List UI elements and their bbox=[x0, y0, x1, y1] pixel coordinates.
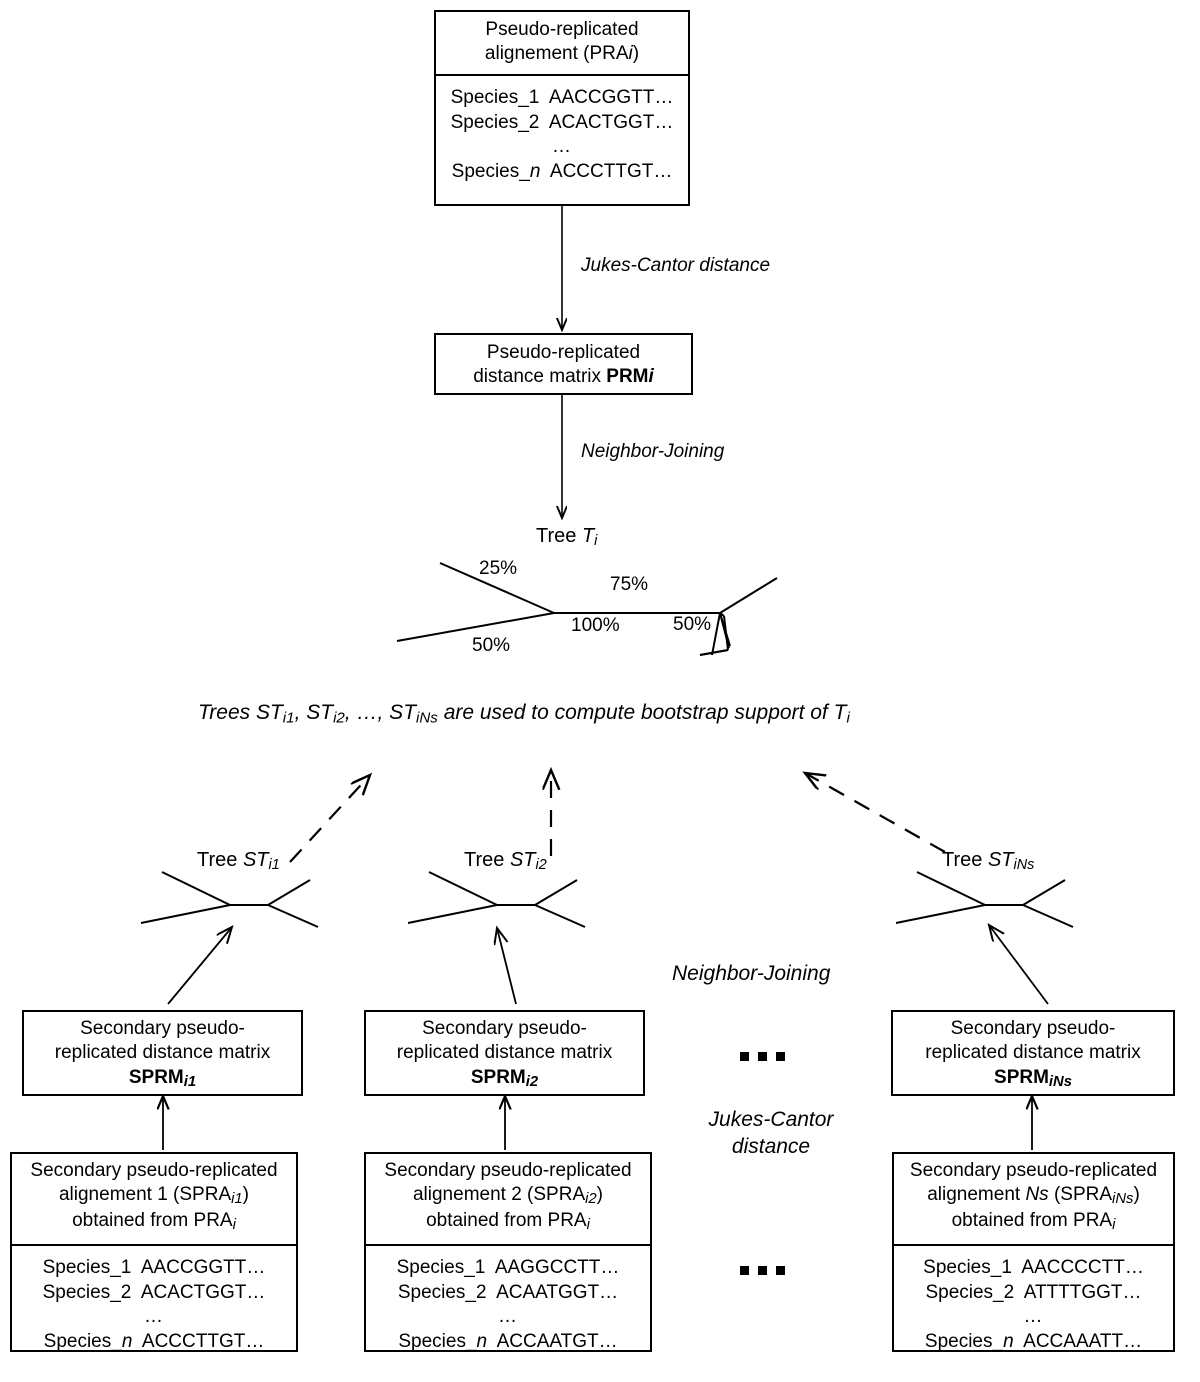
tree-st-i2-title-italic: ST bbox=[509, 849, 536, 871]
pra-header-sub: i bbox=[628, 43, 633, 65]
arrow-sprm-i2-to-tree bbox=[497, 928, 516, 1004]
pra-row-n-seq: ACCCTTGT… bbox=[540, 161, 673, 183]
pra-row-2: Species_2 ACACTGGT… bbox=[450, 111, 674, 133]
ellipsis-dot bbox=[740, 1052, 749, 1061]
tree-st-i1-title bbox=[197, 849, 280, 873]
sprm-ins-line1: Secondary pseudo- bbox=[950, 1018, 1116, 1039]
label-jukes-cantor-mid bbox=[686, 1106, 856, 1161]
label-jukes-cantor-mid-line2: distance bbox=[731, 1135, 811, 1159]
spra-i1-row-n bbox=[18, 1330, 290, 1355]
spra-ins-header bbox=[894, 1154, 1173, 1244]
label-jukes-cantor-top: Jukes-Cantor distance bbox=[581, 255, 771, 276]
ellipsis-dot bbox=[758, 1266, 767, 1275]
tree-st-ins-title-sub: iNs bbox=[1013, 857, 1035, 874]
caption-bootstrap-support bbox=[198, 701, 850, 726]
pra-row-n bbox=[442, 160, 682, 185]
ellipsis-dot bbox=[776, 1052, 785, 1061]
spra-ins-header-line1: Secondary pseudo-replicated bbox=[909, 1160, 1158, 1181]
tree-ti-label-center: 100% bbox=[571, 615, 620, 636]
spra-i2-header-line2-suffix: ) bbox=[596, 1184, 603, 1206]
spra-ins-row-dots: … bbox=[1023, 1306, 1044, 1328]
ellipsis-sprm-row bbox=[740, 1052, 785, 1061]
label-neighbor-joining-mid: Neighbor-Joining bbox=[672, 962, 831, 985]
sprm-ins-line3-bold: SPRM bbox=[994, 1066, 1049, 1088]
sprm-ins-text bbox=[893, 1012, 1173, 1100]
prm-line1: Pseudo-replicated bbox=[486, 342, 641, 363]
spra-i1-header-line2-sub: i1 bbox=[231, 1191, 243, 1208]
spra-i2-header-line3-sub: i bbox=[586, 1217, 590, 1234]
sprm-i1-line3-sub: i1 bbox=[183, 1073, 197, 1090]
arrow-sprm-i1-to-tree bbox=[168, 927, 232, 1004]
tree-ti-label-upper-right: 75% bbox=[610, 574, 649, 595]
spra-i1-row-1: Species_1 AACCGGTT… bbox=[42, 1257, 266, 1278]
prm-line2-bold: PRM bbox=[606, 366, 649, 388]
spra-i2-header-line2-sub: i2 bbox=[585, 1191, 597, 1208]
caption-sub-1: i1 bbox=[282, 709, 295, 727]
tree-st-i1-title-prefix: Tree bbox=[197, 849, 243, 871]
dashed-arrow-st-ins bbox=[805, 773, 945, 852]
label-neighbor-joining-top: Neighbor-Joining bbox=[581, 441, 725, 462]
sprm-i2-line3-bold: SPRM bbox=[470, 1066, 526, 1088]
prm-line2-prefix: distance matrix bbox=[473, 366, 607, 388]
sprm-i2-line3-sub: i2 bbox=[525, 1073, 539, 1090]
spra-ins-header-line3-prefix: obtained from PRA bbox=[951, 1210, 1113, 1232]
pra-row-n-italic: n bbox=[529, 161, 541, 183]
tree-st-i2-title bbox=[464, 849, 547, 873]
spra-box-ins bbox=[892, 1152, 1175, 1352]
tree-st-ins-title bbox=[942, 849, 1034, 873]
prm-box-text bbox=[436, 335, 691, 398]
tree-st-i2-title-sub: i2 bbox=[535, 857, 547, 874]
spra-i2-row-n-label: Species_ bbox=[398, 1331, 477, 1353]
spra-i1-header-line2-prefix: alignement 1 (SPRA bbox=[58, 1184, 232, 1206]
tree-st-i2-title-prefix: Tree bbox=[464, 849, 510, 871]
spra-i2-row-1: Species_1 AAGGCCTT… bbox=[396, 1257, 620, 1278]
spra-ins-row-n bbox=[900, 1330, 1167, 1355]
tree-ti-label-upper-left: 25% bbox=[479, 558, 518, 579]
tree-ti-title bbox=[536, 525, 597, 549]
spra-i2-row-2: Species_2 ACAATGGT… bbox=[397, 1281, 619, 1303]
tree-st-ins-title-italic: ST bbox=[987, 849, 1014, 871]
pra-row-1: Species_1 AACCGGTT… bbox=[450, 87, 674, 108]
sprm-box-i2 bbox=[364, 1010, 645, 1096]
pra-row-n-label: Species_ bbox=[451, 161, 530, 183]
dashed-arrow-st-i1 bbox=[290, 775, 370, 862]
spra-ins-row-n-italic: n bbox=[1003, 1331, 1014, 1353]
spra-i1-header-line3-prefix: obtained from PRA bbox=[72, 1210, 233, 1232]
caption-text-2: , ST bbox=[294, 701, 334, 724]
spra-ins-header-line2-mid: (SPRA bbox=[1048, 1184, 1113, 1206]
caption-text-1: Trees ST bbox=[198, 701, 283, 724]
ellipsis-dot bbox=[776, 1266, 785, 1275]
spra-i2-header bbox=[366, 1154, 650, 1244]
sprm-i1-line3-bold: SPRM bbox=[128, 1066, 184, 1088]
spra-ins-row-2: Species_2 ATTTTGGT… bbox=[925, 1281, 1142, 1303]
label-jukes-cantor-mid-line1: Jukes-Cantor bbox=[708, 1108, 834, 1131]
caption-sub-3: iNs bbox=[416, 709, 438, 727]
spra-i2-row-n-seq: ACCAATGT… bbox=[487, 1331, 618, 1353]
spra-ins-row-n-label: Species_ bbox=[924, 1331, 1004, 1353]
spra-ins-row-n-seq: ACCAAATT… bbox=[1013, 1331, 1143, 1353]
spra-i2-header-line1: Secondary pseudo-replicated bbox=[384, 1160, 632, 1181]
tree-ti-title-prefix: Tree bbox=[536, 525, 582, 547]
spra-ins-header-line2-italic: Ns bbox=[1025, 1184, 1049, 1206]
tree-st-i1-title-italic: ST bbox=[242, 849, 269, 871]
ellipsis-dot bbox=[758, 1052, 767, 1061]
pra-header-line2: alignement (PRA bbox=[484, 43, 629, 65]
caption-text-3: , …, ST bbox=[344, 701, 417, 724]
spra-i1-row-2: Species_2 ACACTGGT… bbox=[42, 1281, 266, 1303]
spra-ins-header-line3-sub: i bbox=[1112, 1217, 1116, 1234]
tree-ti-label-lower-right: 50% bbox=[673, 614, 712, 635]
pra-header-close: ) bbox=[632, 43, 640, 65]
sprm-i1-line2: replicated distance matrix bbox=[54, 1042, 271, 1064]
sprm-box-i1 bbox=[22, 1010, 303, 1096]
caption-sub-2: i2 bbox=[333, 709, 345, 727]
sprm-i2-line1: Secondary pseudo- bbox=[422, 1018, 587, 1039]
spra-i1-row-n-label: Species_ bbox=[43, 1331, 122, 1353]
tree-ti-label-lower-left: 50% bbox=[472, 635, 511, 656]
pra-row-dots: … bbox=[552, 136, 572, 158]
spra-i2-header-line2-prefix: alignement 2 (SPRA bbox=[412, 1184, 586, 1206]
spra-i1-header-line3-sub: i bbox=[232, 1217, 236, 1234]
pra-box-body bbox=[436, 74, 688, 193]
spra-i1-header-line2-suffix: ) bbox=[242, 1184, 249, 1206]
ellipsis-spra-row bbox=[740, 1266, 785, 1275]
spra-i2-row-dots: … bbox=[498, 1306, 518, 1328]
pra-box bbox=[434, 10, 690, 206]
prm-line2-sub: i bbox=[648, 366, 654, 388]
spra-i1-header bbox=[12, 1154, 296, 1244]
tree-ti-lower-right bbox=[712, 613, 720, 655]
ellipsis-dot bbox=[740, 1266, 749, 1275]
sprm-i2-text bbox=[366, 1012, 643, 1100]
spra-i2-body bbox=[366, 1244, 650, 1363]
tree-st-i2-graphic bbox=[408, 872, 585, 927]
tree-st-i1-graphic bbox=[141, 872, 318, 927]
spra-box-i1 bbox=[10, 1152, 298, 1352]
spra-i2-row-n-italic: n bbox=[476, 1331, 488, 1353]
sprm-i1-text bbox=[24, 1012, 301, 1100]
caption-text-4: are used to compute bootstrap support of T bbox=[437, 701, 847, 724]
spra-ins-header-line2-prefix: alignement bbox=[927, 1184, 1026, 1206]
spra-i2-row-n bbox=[372, 1330, 644, 1355]
pra-box-header bbox=[436, 12, 688, 74]
prm-box bbox=[434, 333, 693, 395]
arrow-sprm-ins-to-tree bbox=[989, 925, 1048, 1004]
spra-i1-row-n-seq: ACCCTTGT… bbox=[132, 1331, 265, 1353]
tree-st-ins-graphic bbox=[896, 872, 1073, 927]
sprm-box-ins bbox=[891, 1010, 1175, 1096]
spra-i1-row-dots: … bbox=[144, 1306, 164, 1328]
spra-i1-row-n-italic: n bbox=[121, 1331, 133, 1353]
spra-box-i2 bbox=[364, 1152, 652, 1352]
tree-ti-title-sub: i bbox=[594, 533, 598, 550]
spra-i2-header-line3-prefix: obtained from PRA bbox=[426, 1210, 587, 1232]
sprm-ins-line2: replicated distance matrix bbox=[925, 1042, 1141, 1064]
spra-ins-row-1: Species_1 AACCCCTT… bbox=[923, 1257, 1144, 1278]
sprm-i2-line2: replicated distance matrix bbox=[396, 1042, 613, 1064]
spra-i1-body bbox=[12, 1244, 296, 1363]
spra-ins-header-line2-suffix: ) bbox=[1133, 1184, 1140, 1206]
pra-header-line1: Pseudo-replicated bbox=[485, 19, 639, 40]
tree-st-ins-title-prefix: Tree bbox=[942, 849, 988, 871]
spra-ins-body bbox=[894, 1244, 1173, 1363]
caption-sub-4: i bbox=[846, 709, 850, 727]
spra-ins-header-line2-sub: iNs bbox=[1112, 1191, 1134, 1208]
sprm-i1-line1: Secondary pseudo- bbox=[80, 1018, 245, 1039]
tree-st-i1-title-sub: i1 bbox=[268, 857, 280, 874]
spra-i1-header-line1: Secondary pseudo-replicated bbox=[30, 1160, 278, 1181]
tree-ti-title-italic: T bbox=[581, 525, 595, 547]
sprm-ins-line3-sub: iNs bbox=[1048, 1073, 1072, 1090]
